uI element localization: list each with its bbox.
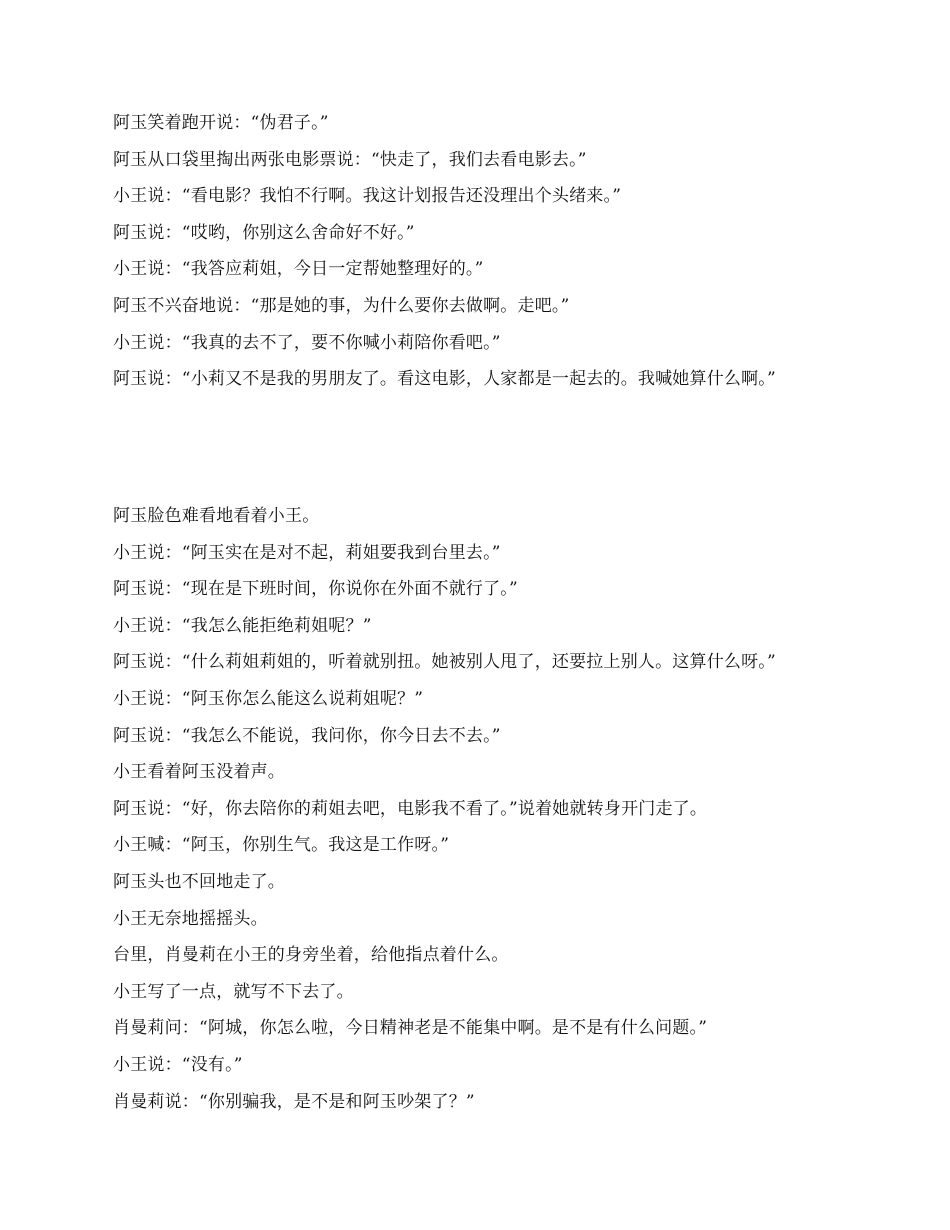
paragraph: 阿玉说：“什么莉姐莉姐的，听着就别扭。她被别人甩了，还要拉上别人。这算什么呀。” [113, 652, 776, 673]
paragraph: 阿玉头也不回地走了。 [113, 871, 285, 892]
paragraph: 阿玉说：“我怎么不能说，我问你，你今日去不去。” [113, 725, 501, 746]
text-block-2 [113, 501, 903, 1123]
paragraph: 阿玉说：“小莉又不是我的男朋友了。看这电影，人家都是一起去的。我喊她算什么啊。” [113, 369, 776, 390]
paragraph: 小王说：“我怎么能拒绝莉姐呢？” [113, 615, 372, 636]
paragraph: 阿玉说：“好，你去陪你的莉姐去吧，电影我不看了。”说着她就转身开门走了。 [113, 798, 708, 819]
text-block-1 [113, 108, 903, 401]
paragraph: 小王说：“阿玉你怎么能这么说莉姐呢？” [113, 688, 424, 709]
paragraph: 小王说：“没有。” [113, 1054, 243, 1075]
paragraph: 小王写了一点，就写不下去了。 [113, 981, 354, 1002]
paragraph: 阿玉说：“哎哟，你别这么舍命好不好。” [113, 222, 415, 243]
paragraph: 肖曼莉问：“阿城，你怎么啦，今日精神老是不能集中啊。是不是有什么问题。” [113, 1018, 708, 1039]
paragraph: 小王喊：“阿玉，你别生气。我这是工作呀。” [113, 835, 450, 856]
paragraph: 阿玉说：“现在是下班时间，你说你在外面不就行了。” [113, 579, 518, 600]
paragraph: 肖曼莉说：“你别骗我，是不是和阿玉吵架了？” [113, 1091, 475, 1112]
paragraph: 小王看着阿玉没着声。 [113, 762, 285, 783]
paragraph: 阿玉不兴奋地说：“那是她的事，为什么要你去做啊。走吧。” [113, 295, 570, 316]
paragraph: 小王说：“阿玉实在是对不起，莉姐要我到台里去。” [113, 542, 501, 563]
paragraph: 小王说：“看电影？我怕不行啊。我这计划报告还没理出个头绪来。” [113, 186, 622, 207]
paragraph: 小王无奈地摇摇头。 [113, 908, 268, 929]
paragraph: 小王说：“我真的去不了，要不你喊小莉陪你看吧。” [113, 332, 501, 353]
paragraph: 阿玉从口袋里掏出两张电影票说：“快走了，我们去看电影去。” [113, 149, 587, 170]
paragraph: 阿玉脸色难看地看着小王。 [113, 506, 320, 526]
paragraph: 小王说：“我答应莉姐，今日一定帮她整理好的。” [113, 259, 484, 280]
paragraph: 阿玉笑着跑开说：“伪君子。” [113, 113, 329, 133]
paragraph: 台里，肖曼莉在小王的身旁坐着，给他指点着什么。 [113, 945, 509, 966]
